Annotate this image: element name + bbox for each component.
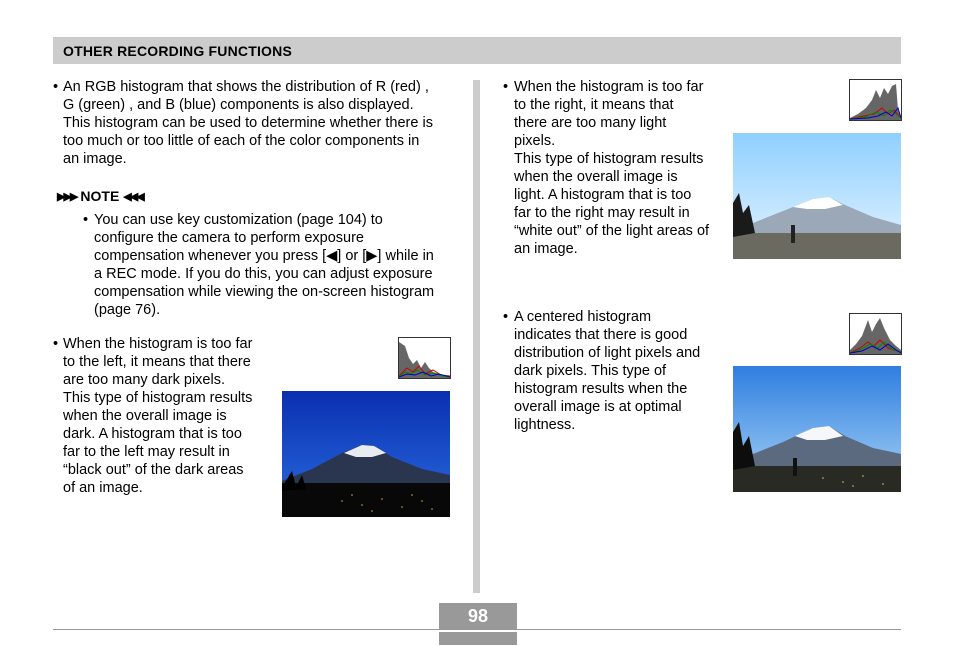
page-number: 98 bbox=[439, 603, 517, 630]
text-line: when the overall image is bbox=[514, 169, 678, 185]
bullet-icon: • bbox=[53, 336, 59, 352]
centered-histogram-paragraph bbox=[514, 308, 700, 434]
text-line: An RGB histogram that shows the distribution of R (red) , bbox=[63, 79, 429, 95]
dark-histogram-graph bbox=[399, 338, 450, 378]
light-histogram-graph bbox=[850, 80, 901, 120]
text-line: overall image is at optimal bbox=[514, 399, 682, 415]
bullet-icon: • bbox=[503, 79, 509, 95]
text-line: (page 76). bbox=[94, 302, 161, 318]
text-line: a REC mode. If you do this, you can adjust exposure bbox=[94, 266, 433, 282]
note-right-arrows-icon: ▶▶▶ bbox=[57, 190, 77, 203]
light-mountain-photo bbox=[733, 133, 901, 259]
light-histogram-paragraph bbox=[514, 78, 709, 258]
text-line: distribution of light pixels and bbox=[514, 345, 701, 361]
light-histogram-thumbnail bbox=[849, 79, 902, 121]
text-line: histogram results when the bbox=[514, 381, 688, 397]
centered-mountain-photo bbox=[733, 366, 901, 492]
centered-histogram-thumbnail bbox=[849, 313, 902, 355]
text-line: pixels. bbox=[514, 133, 556, 149]
text-line: are too many dark pixels. bbox=[63, 372, 225, 388]
text-line: an image. bbox=[63, 151, 127, 167]
text-line: of an image. bbox=[63, 480, 143, 496]
note-heading bbox=[53, 188, 147, 204]
text-line: “white out” of the light areas of bbox=[514, 223, 710, 239]
text-line: lightness. bbox=[514, 417, 576, 433]
dark-mountain-photo bbox=[282, 391, 450, 517]
text-line: This type of histogram results bbox=[514, 151, 704, 167]
note-left-arrows-icon: ◀◀◀ bbox=[123, 190, 143, 203]
text-line: configure the camera to perform exposure bbox=[94, 230, 364, 246]
rgb-histogram-paragraph bbox=[63, 78, 433, 168]
dark-histogram-paragraph bbox=[63, 335, 252, 497]
text-line: When the histogram is too far bbox=[63, 336, 253, 352]
bullet-icon: • bbox=[83, 212, 89, 228]
text-line: This type of histogram results bbox=[63, 390, 253, 406]
dark-histogram-thumbnail bbox=[398, 337, 451, 379]
text-line: to the right, it means that bbox=[514, 97, 674, 113]
dark-photo-image bbox=[282, 391, 450, 517]
text-line: dark pixels. This type of bbox=[514, 363, 667, 379]
text-line: G (green) , and B (blue) components is also displayed. bbox=[63, 97, 414, 113]
text-line: compensation whenever you press [◀] or [▶] while in bbox=[94, 248, 434, 264]
text-line: A centered histogram bbox=[514, 309, 652, 325]
text-line: an image. bbox=[514, 241, 578, 257]
text-line: compensation while viewing the on-screen histogram bbox=[94, 284, 435, 300]
text-line: dark. A histogram that is too bbox=[63, 426, 242, 442]
section-title: OTHER RECORDING FUNCTIONS bbox=[63, 43, 292, 59]
section-header bbox=[53, 37, 901, 64]
text-line: This histogram can be used to determine whether there is bbox=[63, 115, 433, 131]
note-paragraph bbox=[94, 211, 434, 319]
text-line: “black out” of the dark areas bbox=[63, 462, 244, 478]
text-line: light. A histogram that is too bbox=[514, 187, 692, 203]
light-photo-image bbox=[733, 133, 901, 259]
text-line: too much or too little of each of the color components in bbox=[63, 133, 420, 149]
centered-histogram-graph bbox=[850, 314, 901, 354]
bullet-icon: • bbox=[53, 79, 59, 95]
text-line: indicates that there is good bbox=[514, 327, 688, 343]
text-line: when the overall image is bbox=[63, 408, 227, 424]
text-line: there are too many light bbox=[514, 115, 667, 131]
text-line: When the histogram is too far bbox=[514, 79, 704, 95]
centered-photo-image bbox=[733, 366, 901, 492]
note-label: NOTE bbox=[80, 188, 120, 204]
text-line: far to the right may result in bbox=[514, 205, 690, 221]
column-divider bbox=[473, 80, 480, 593]
text-line: to the left, it means that there bbox=[63, 354, 251, 370]
bullet-icon: • bbox=[503, 309, 509, 325]
text-line: You can use key customization (page 104) to bbox=[94, 212, 383, 228]
text-line: far to the left may result in bbox=[63, 444, 230, 460]
page-number-base bbox=[439, 632, 517, 645]
